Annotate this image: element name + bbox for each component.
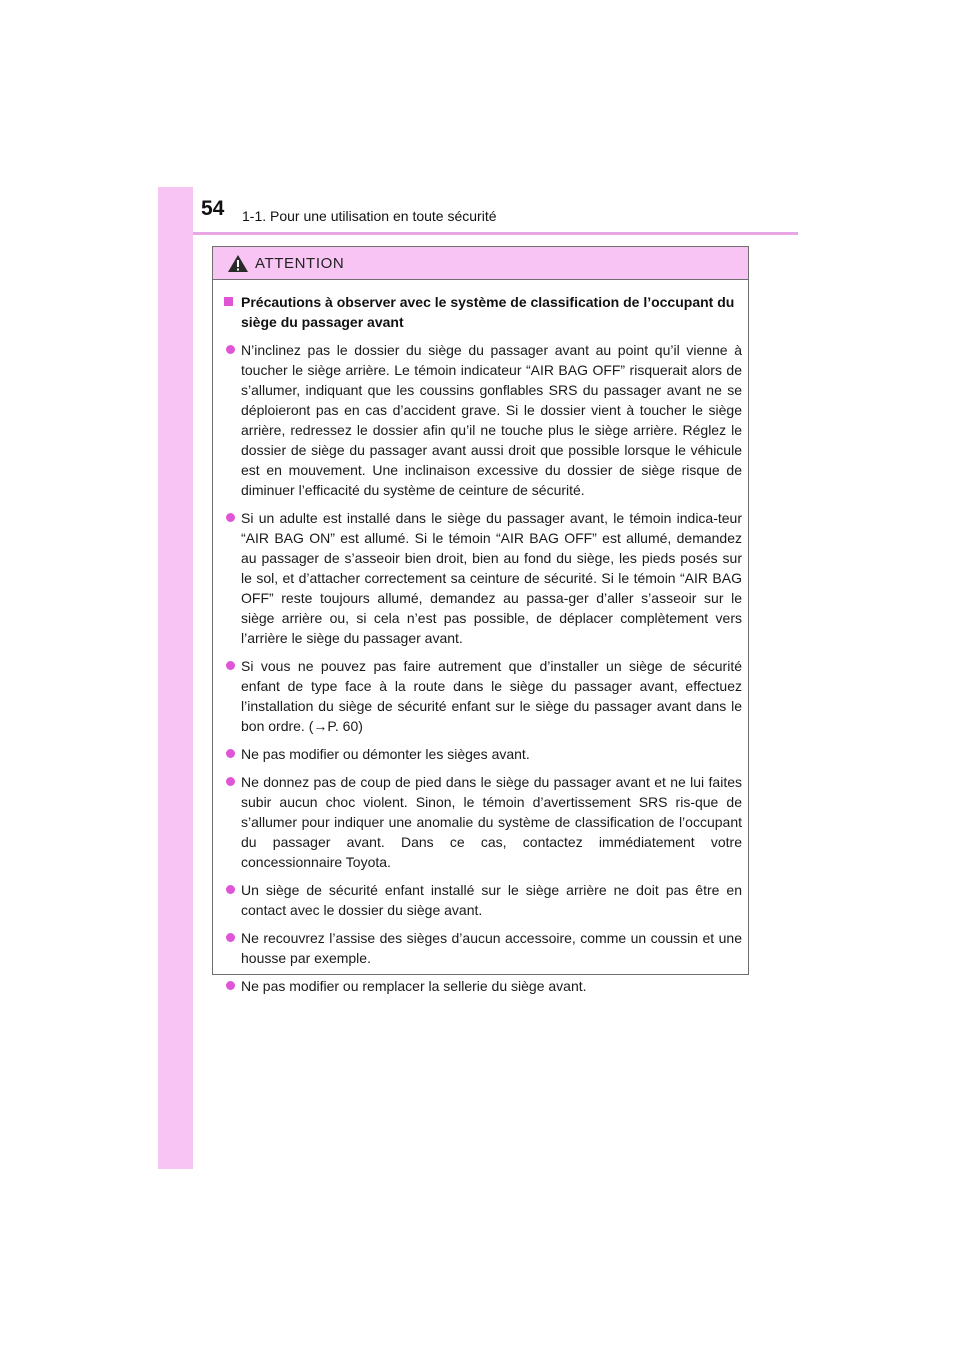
bullet-dot-icon bbox=[226, 777, 235, 786]
list-item bbox=[213, 656, 742, 736]
bullet-dot-icon bbox=[226, 513, 235, 522]
bullet-dot-icon bbox=[226, 661, 235, 670]
list-item bbox=[213, 928, 742, 968]
bullet-dot-icon bbox=[226, 885, 235, 894]
list-item-text: N’inclinez pas le dossier du siège du passager avant au point qu’il vienne à toucher le siège arrière. Le témoin indicateur “AIR BAG OFF” risquerait alors de s’allumer, indiquant que les coussins gonflables SRS du passager avant ne se déploieront pas en cas d’accident grave. Si le dossier vient à toucher le siège arrière, redressez le dossier afin qu’il ne touche plus le siège arrière. Réglez le dossier de siège du passager avant aussi droit que possible lorsque le véhicule est en mouvement. Une inclinaison excessive du dossier de siège risque de diminuer l’efficacité du système de ceinture de sécurité. bbox=[241, 342, 742, 498]
list-item bbox=[213, 772, 742, 872]
list-item bbox=[213, 880, 742, 920]
list-item-text: Un siège de sécurité enfant installé sur le siège arrière ne doit pas être en contact avec le dossier du siège avant. bbox=[241, 882, 742, 918]
list-item-text: Ne donnez pas de coup de pied dans le siège du passager avant et ne lui faites subir aucun choc violent. Sinon, le témoin d’avertissement SRS ris-que de s’allumer pour indiquer une anomalie du système de classification de l’occupant du passager avant. Dans ce cas, contactez immédiatement votre concessionnaire Toyota. bbox=[241, 774, 742, 870]
list-item-text: Si un adulte est installé dans le siège du passager avant, le témoin indica-teur “AIR BAG ON” est allumé. Si le témoin “AIR BAG OFF” est allumé, demandez au passager de s’asseoir bien droit, bien au fond du siège, les pieds posés sur le sol, et d’attacher correctement sa ceinture de sécurité. Si le témoin “AIR BAG OFF” reste toujours allumé, demandez au passa-ger d’aller s’asseoir sur le siège arrière ou, si cela n’est pas possible, de déplacer complètement vers l’arrière le siège du passager avant. bbox=[241, 510, 742, 646]
bullet-dot-icon bbox=[226, 345, 235, 354]
header-rule bbox=[193, 232, 798, 235]
caution-body bbox=[213, 280, 748, 996]
bullet-dot-icon bbox=[226, 933, 235, 942]
list-item bbox=[213, 508, 742, 648]
bullet-dot-icon bbox=[226, 749, 235, 758]
side-tab-band bbox=[158, 187, 193, 1169]
bullet-dot-icon bbox=[226, 981, 235, 990]
square-bullet-icon bbox=[224, 297, 233, 306]
list-item bbox=[213, 744, 742, 764]
list-item bbox=[213, 976, 742, 996]
list-item-text: Ne pas modifier ou remplacer la sellerie du siège avant. bbox=[241, 978, 587, 994]
page-number: 54 bbox=[201, 197, 225, 220]
caution-group-title-text: Précautions à observer avec le système de classification de l’occupant du siège du passager avant bbox=[241, 294, 735, 330]
caution-box bbox=[212, 246, 749, 994]
section-title: 1-1. Pour une utilisation en toute sécurité bbox=[242, 208, 497, 224]
warning-triangle-icon bbox=[227, 254, 249, 273]
list-item-text: Ne pas modifier ou démonter les sièges avant. bbox=[241, 746, 530, 762]
caution-header bbox=[213, 247, 748, 280]
list-item bbox=[213, 340, 742, 500]
caution-label: ATTENTION bbox=[255, 254, 345, 272]
list-item-text: Si vous ne pouvez pas faire autrement que d’installer un siège de sécurité enfant de type face à la route dans le siège du passager avant, effectuez l’installation du siège de sécurité enfant sur le siège du passager avant dans le bon ordre. (→P. 60) bbox=[241, 658, 742, 734]
caution-group-title bbox=[213, 292, 742, 332]
list-item-text: Ne recouvrez l’assise des sièges d’aucun accessoire, comme un coussin et une housse par exemple. bbox=[241, 930, 742, 966]
